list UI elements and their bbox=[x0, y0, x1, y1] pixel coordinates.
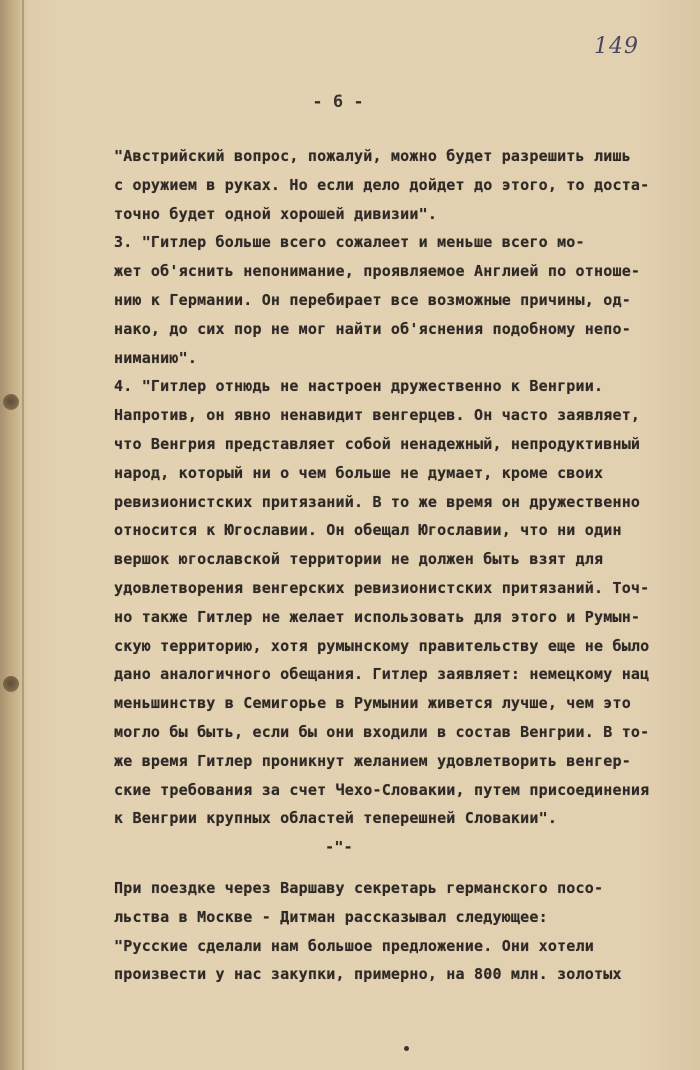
text-line: могло бы быть, если бы они входили в состав Венгрии. В то- bbox=[114, 722, 650, 741]
text-line: льства в Москве - Дитман рассказывал следующее: bbox=[114, 907, 548, 926]
text-line: "Австрийский вопрос, пожалуй, можно будет разрешить лишь bbox=[114, 147, 631, 165]
text-line: относится к Югославии. Он обещал Югославии, что ни один bbox=[114, 521, 622, 540]
text-line: народ, который ни о чем больше не думает, кроме своих bbox=[114, 463, 604, 482]
text-line: Напротив, он явно ненавидит венгерцев. Он часто заявляет, bbox=[114, 406, 641, 425]
text-line: нию к Германии. Он перебирает все возможные причины, од- bbox=[114, 290, 631, 309]
text-line: что Венгрия представляет собой ненадежный, непродуктивный bbox=[114, 434, 641, 453]
text-line: ниманию". bbox=[114, 348, 198, 367]
text-line: ские требования за счет Чехо-Словакии, путем присоединения bbox=[114, 780, 650, 799]
text-line: удовлетворения венгерских ревизионистских притязаний. Точ- bbox=[114, 578, 650, 597]
text-line: дано аналогичного обещания. Гитлер заявляет: немецкому нац bbox=[114, 665, 650, 684]
punch-hole-top bbox=[3, 394, 19, 410]
section-separator: -"- bbox=[325, 838, 353, 857]
text-line: ревизионистских притязаний. В то же время он дружественно bbox=[114, 492, 641, 511]
text-line: с оружием в руках. Но если дело дойдет до этого, то доста- bbox=[114, 175, 650, 194]
text-line: 3. "Гитлер больше всего сожалеет и меньше всего мо- bbox=[114, 233, 585, 252]
page-number: - 6 - bbox=[312, 92, 364, 112]
text-line: к Венгрии крупных областей теперешней Словакии". bbox=[114, 809, 558, 828]
handwritten-folio-number: 149 bbox=[594, 34, 639, 59]
text-line: произвести у нас закупки, примерно, на 800 млн. золотых bbox=[114, 965, 622, 984]
ink-dot bbox=[404, 1046, 409, 1051]
text-line: вершок югославской территории не должен быть взят для bbox=[114, 550, 604, 569]
page-fold-line bbox=[22, 0, 24, 1070]
paragraph-gap bbox=[114, 862, 694, 874]
text-line: нако, до сих пор не мог найти об'яснения подобному непо- bbox=[114, 319, 631, 338]
text-line: При поездке через Варшаву секретарь германского посо- bbox=[114, 878, 604, 897]
text-line: но также Гитлер не желает использовать для этого и Румын- bbox=[114, 607, 641, 626]
text-line: 4. "Гитлер отнюдь не настроен дружественно к Венгрии. bbox=[114, 377, 604, 396]
text-line: меньшинству в Семигорье в Румынии живется лучше, чем это bbox=[114, 694, 631, 713]
document-body bbox=[114, 142, 694, 989]
text-line: же время Гитлер проникнут желанием удовлетворить венгер- bbox=[114, 751, 631, 770]
text-line: жет об'яснить непонимание, проявляемое Англией по отноше- bbox=[114, 262, 641, 281]
punch-hole-bottom bbox=[3, 676, 19, 692]
text-line: скую территорию, хотя румынскому правительству еще не было bbox=[114, 636, 650, 655]
text-line: "Русские сделали нам большое предложение. Они хотели bbox=[114, 936, 594, 955]
text-line: точно будет одной хорошей дивизии". bbox=[114, 204, 438, 223]
